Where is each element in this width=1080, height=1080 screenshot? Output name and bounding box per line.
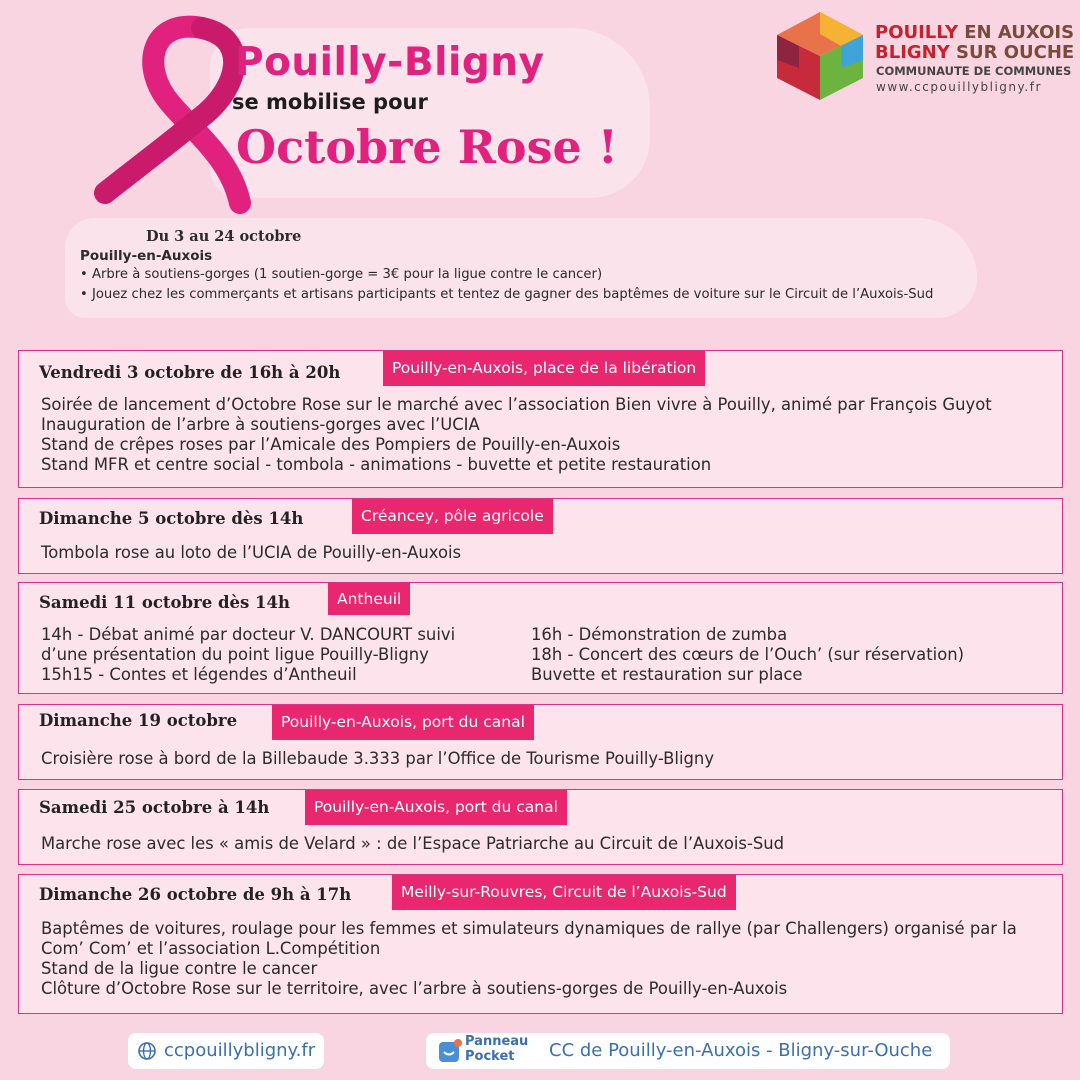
community-logo-icon (775, 10, 865, 102)
website-text: ccpouillybligny.fr (164, 1040, 316, 1061)
event-date: Samedi 11 octobre dès 14h (39, 593, 290, 612)
panneau-pocket-icon (438, 1039, 462, 1063)
app-name: CC de Pouilly-en-Auxois - Bligny-sur-Ouche (549, 1040, 933, 1061)
event-description: Marche rose avec les « amis de Velard » : de l’Espace Patriarche au Circuit de l’Auxois-Sud (41, 834, 785, 853)
logo-url: www.ccpouillybligny.fr (876, 80, 1042, 94)
event-description: Croisière rose à bord de la Billebaude 3.333 par l’Office de Tourisme Pouilly-Bligny (41, 749, 715, 768)
event-card (18, 789, 1063, 865)
panneau-pocket-link[interactable] (426, 1033, 950, 1069)
event-place: Créancey, pôle agricole (352, 499, 553, 534)
event-description: Soirée de lancement d’Octobre Rose sur le marché avec l’association Bien vivre à Pouilly, animé par François Guyot Inauguration de l’arbre à soutiens-gorges avec l’UCIA Stand de crêpes roses par l’Amicale des Pompiers de Pouilly-en-Auxois Stand MFR et centre social - tombola - animations - buvette et petite restauration (41, 395, 992, 474)
website-link[interactable] (128, 1033, 324, 1069)
intro-date: Du 3 au 24 octobre (146, 228, 302, 245)
event-card (18, 350, 1063, 488)
logo-line-3: COMMUNAUTE DE COMMUNES (876, 64, 1072, 78)
event-place: Meilly-sur-Rouvres, Circuit de l’Auxois-Sud (392, 875, 736, 910)
title-line-2: se mobilise pour (232, 90, 428, 114)
event-card (18, 498, 1063, 574)
globe-icon (138, 1042, 156, 1060)
logo-line-2: BLIGNY SUR OUCHE (875, 42, 1075, 63)
event-date: Vendredi 3 octobre de 16h à 20h (39, 363, 341, 382)
title-line-3: Octobre Rose ! (236, 120, 618, 174)
intro-bullet: • Jouez chez les commerçants et artisans participants et tentez de gagner des baptêmes de voiture sur le Circuit de l’Auxois-Sud (80, 287, 934, 302)
event-card (18, 704, 1063, 780)
event-date: Samedi 25 octobre à 14h (39, 798, 270, 817)
app-logo-text: Panneau Pocket (465, 1034, 529, 1064)
event-date: Dimanche 19 octobre (39, 711, 238, 730)
event-card (18, 874, 1063, 1014)
event-description: Baptêmes de voitures, roulage pour les femmes et simulateurs dynamiques de rallye (par Challengers) organisé par la Com’ Com’ et l’association L.Compétition Stand de la ligue contre le cancer Clôture d’Octobre Rose sur le territoire, avec l’arbre à soutiens-gorges de Pouilly-en-Auxois (41, 919, 1017, 998)
event-place: Pouilly-en-Auxois, place de la libération (383, 351, 705, 386)
event-place: Antheuil (328, 583, 410, 615)
intro-place: Pouilly-en-Auxois (80, 248, 213, 264)
event-description: 14h - Débat animé par docteur V. DANCOURT suivi d’une présentation du point ligue Pouilly-Bligny 15h15 - Contes et légendes d’Antheuil (41, 625, 456, 684)
intro-bullet: • Arbre à soutiens-gorges (1 soutien-gorge = 3€ pour la ligue contre le cancer) (80, 267, 603, 282)
event-description: Tombola rose au loto de l’UCIA de Pouilly-en-Auxois (41, 543, 462, 562)
logo-line-1: POUILLY EN AUXOIS (875, 22, 1075, 43)
title-line-1: Pouilly-Bligny (235, 40, 545, 85)
event-date: Dimanche 26 octobre de 9h à 17h (39, 885, 352, 904)
event-description-right: 16h - Démonstration de zumba 18h - Concert des cœurs de l’Ouch’ (sur réservation) Buvette et restauration sur place (531, 625, 965, 684)
event-place: Pouilly-en-Auxois, port du canal (272, 705, 534, 740)
event-place: Pouilly-en-Auxois, port du canal (305, 790, 567, 825)
event-card (18, 582, 1063, 694)
event-date: Dimanche 5 octobre dès 14h (39, 509, 304, 528)
